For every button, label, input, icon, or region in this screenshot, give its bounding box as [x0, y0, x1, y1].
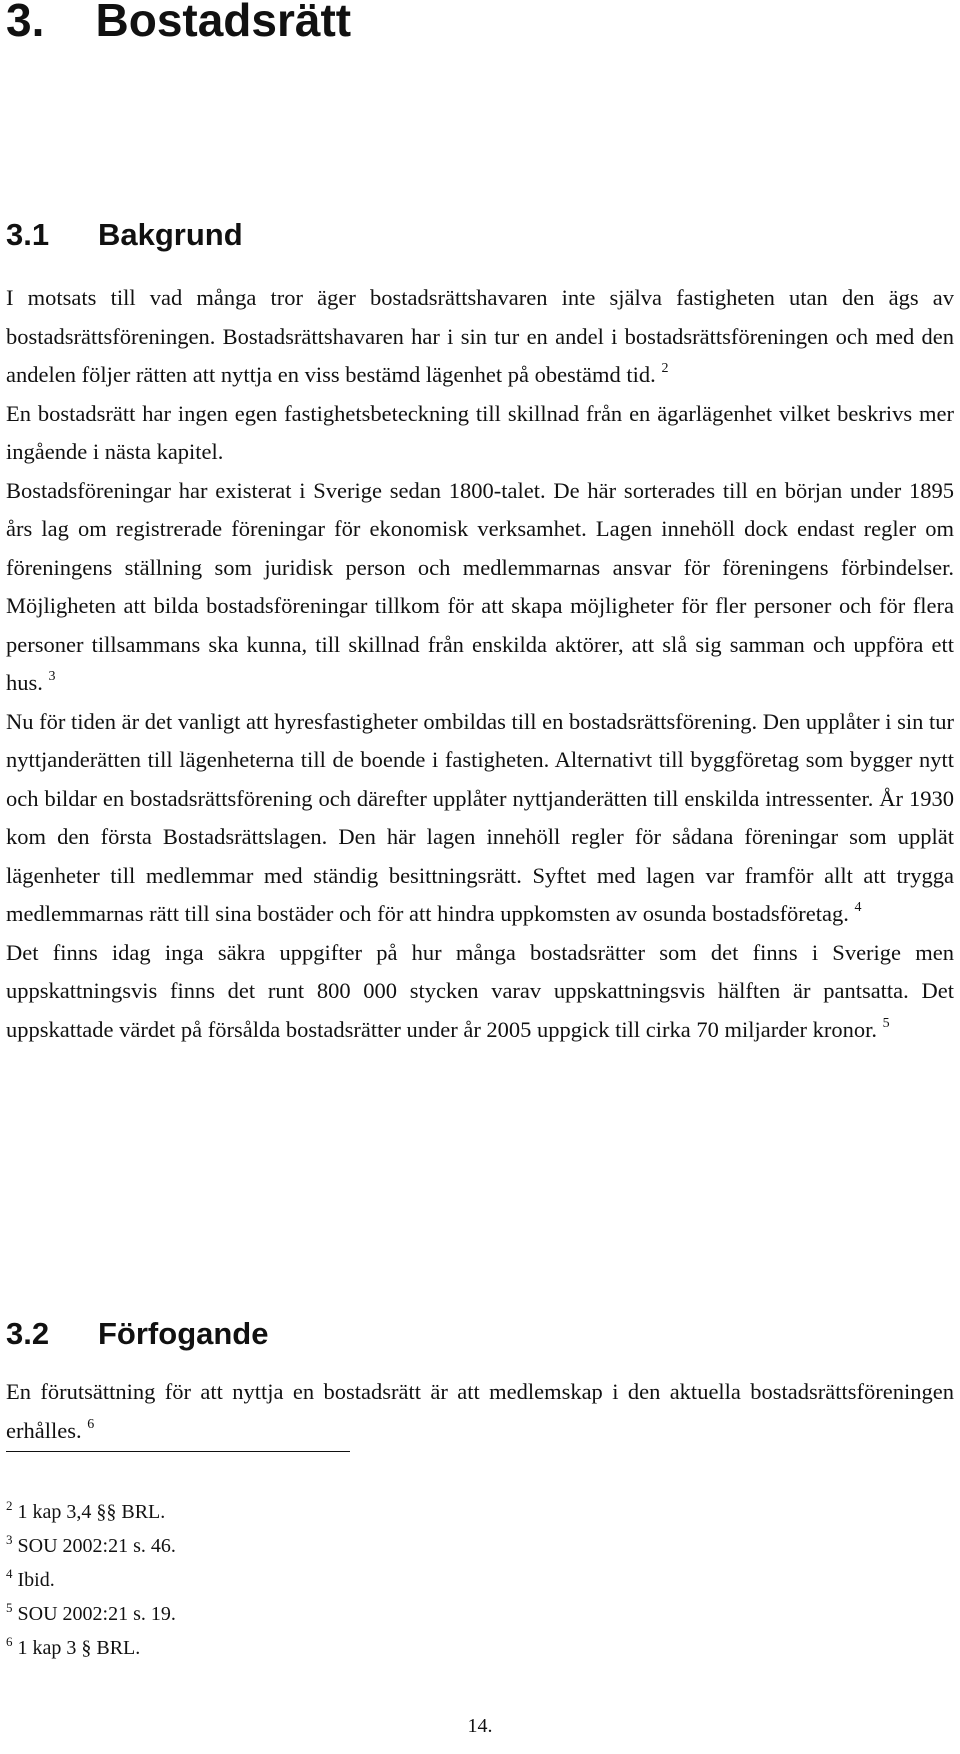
paragraph — [6, 279, 954, 395]
section-number: 3.1 — [6, 217, 50, 252]
footnote — [6, 1562, 176, 1596]
footnote-number: 5 — [6, 1600, 13, 1615]
paragraph-text: En förutsättning för att nyttja en bostadsrätt är att medlemskap i den aktuella bostadsrättsföreningen erhålles. — [6, 1379, 954, 1443]
footnote-reference[interactable]: 3 — [48, 669, 56, 684]
footnote-list — [6, 1494, 176, 1664]
footnote-number: 6 — [6, 1634, 13, 1649]
footnote-number: 3 — [6, 1532, 13, 1547]
footnote-reference[interactable]: 6 — [87, 1416, 95, 1432]
footnote-text: SOU 2002:21 s. 19. — [17, 1603, 176, 1625]
paragraph-text: Nu för tiden är det vanligt att hyresfastigheter ombildas till en bostadsrättsförening. Den upplåter i sin tur nyttjanderätten till lägenheterna till de boende i fastigheten. Alternativt till byggföretag som bygger nytt och bildar en bostadsrättsförening och därefter upplåter nyttjanderätten till enskilda intressenter. År 1930 kom den första Bostadsrättslagen. Den här lagen innehöll regler för sådana föreningar som upplät lägenheter till medlemmar med ständig besittningsrätt. Syftet med lagen var framför allt att trygga medlemmarnas rätt till sina bostäder och för att hindra uppkomsten av osunda bostadsföretag. — [6, 708, 954, 926]
paragraph — [6, 1373, 954, 1450]
footnote-separator — [6, 1451, 350, 1452]
footnote — [6, 1494, 176, 1528]
footnote-number: 4 — [6, 1566, 13, 1581]
footnote — [6, 1528, 176, 1562]
chapter-heading — [6, 0, 351, 48]
paragraph-text: Bostadsföreningar har existerat i Sverige sedan 1800-talet. De här sorterades till en början under 1895 års lag om registrerade föreningar för ekonomisk verksamhet. Lagen innehöll dock endast regler om föreningens ställning som juridisk person och medlemmarnas ansvar för föreningens förbindelser. Möjligheten att bilda bostadsföreningar tillkom för att skapa möjligheter för fler personer och för flera personer tillsammans ska kunna, till skillnad från enskilda aktörer, att slå sig samman och uppföra ett hus. — [6, 477, 954, 695]
section-title: Förfogande — [98, 1316, 269, 1351]
footnote — [6, 1596, 176, 1630]
section-heading-forfogande — [6, 1314, 269, 1354]
footnote-text: 1 kap 3 § BRL. — [17, 1637, 141, 1659]
paragraph-text: I motsats till vad många tror äger bostadsrättshavaren inte själva fastigheten utan den ägs av bostadsrättsföreningen. Bostadsrättshavaren har i sin tur en andel i bostadsrättsföreningen och med den andelen följer rätten att nyttja en viss bestämd lägenhet på obestämd tid. — [6, 285, 954, 387]
section-number: 3.2 — [6, 1316, 50, 1351]
paragraph — [6, 934, 954, 1050]
section-title: Bakgrund — [98, 217, 243, 252]
page-number: 14. — [467, 1715, 493, 1737]
section-body-forfogande — [6, 1373, 954, 1450]
paragraph — [6, 472, 954, 703]
footnote-text: 1 kap 3,4 §§ BRL. — [17, 1501, 166, 1523]
footnote — [6, 1630, 176, 1664]
section-heading-bakgrund — [6, 215, 243, 255]
footnote-reference[interactable]: 4 — [854, 900, 862, 915]
section-body-bakgrund — [6, 279, 954, 1049]
footnote-number: 2 — [6, 1498, 13, 1513]
footnote-text: SOU 2002:21 s. 46. — [17, 1535, 176, 1557]
chapter-title: Bostadsrätt — [95, 0, 352, 46]
footnote-text: Ibid. — [17, 1569, 55, 1591]
paragraph — [6, 703, 954, 934]
footnote-reference[interactable]: 2 — [661, 361, 669, 376]
chapter-number: 3. — [6, 0, 45, 46]
paragraph-text: En bostadsrätt har ingen egen fastighetsbeteckning till skillnad från en ägarlägenhet vilket beskrivs mer ingående i nästa kapitel. — [6, 400, 954, 464]
footnote-reference[interactable]: 5 — [882, 1015, 890, 1031]
paragraph — [6, 395, 954, 472]
paragraph-text: Det finns idag inga säkra uppgifter på hur många bostadsrätter som det finns i Sverige men uppskattningsvis finns det runt 800 000 stycken varav uppskattningsvis hälften är pantsatta. Det uppskattade värdet på försålda bostadsrätter under år 2005 uppgick till cirka 70 miljarder kronor. — [6, 939, 954, 1042]
